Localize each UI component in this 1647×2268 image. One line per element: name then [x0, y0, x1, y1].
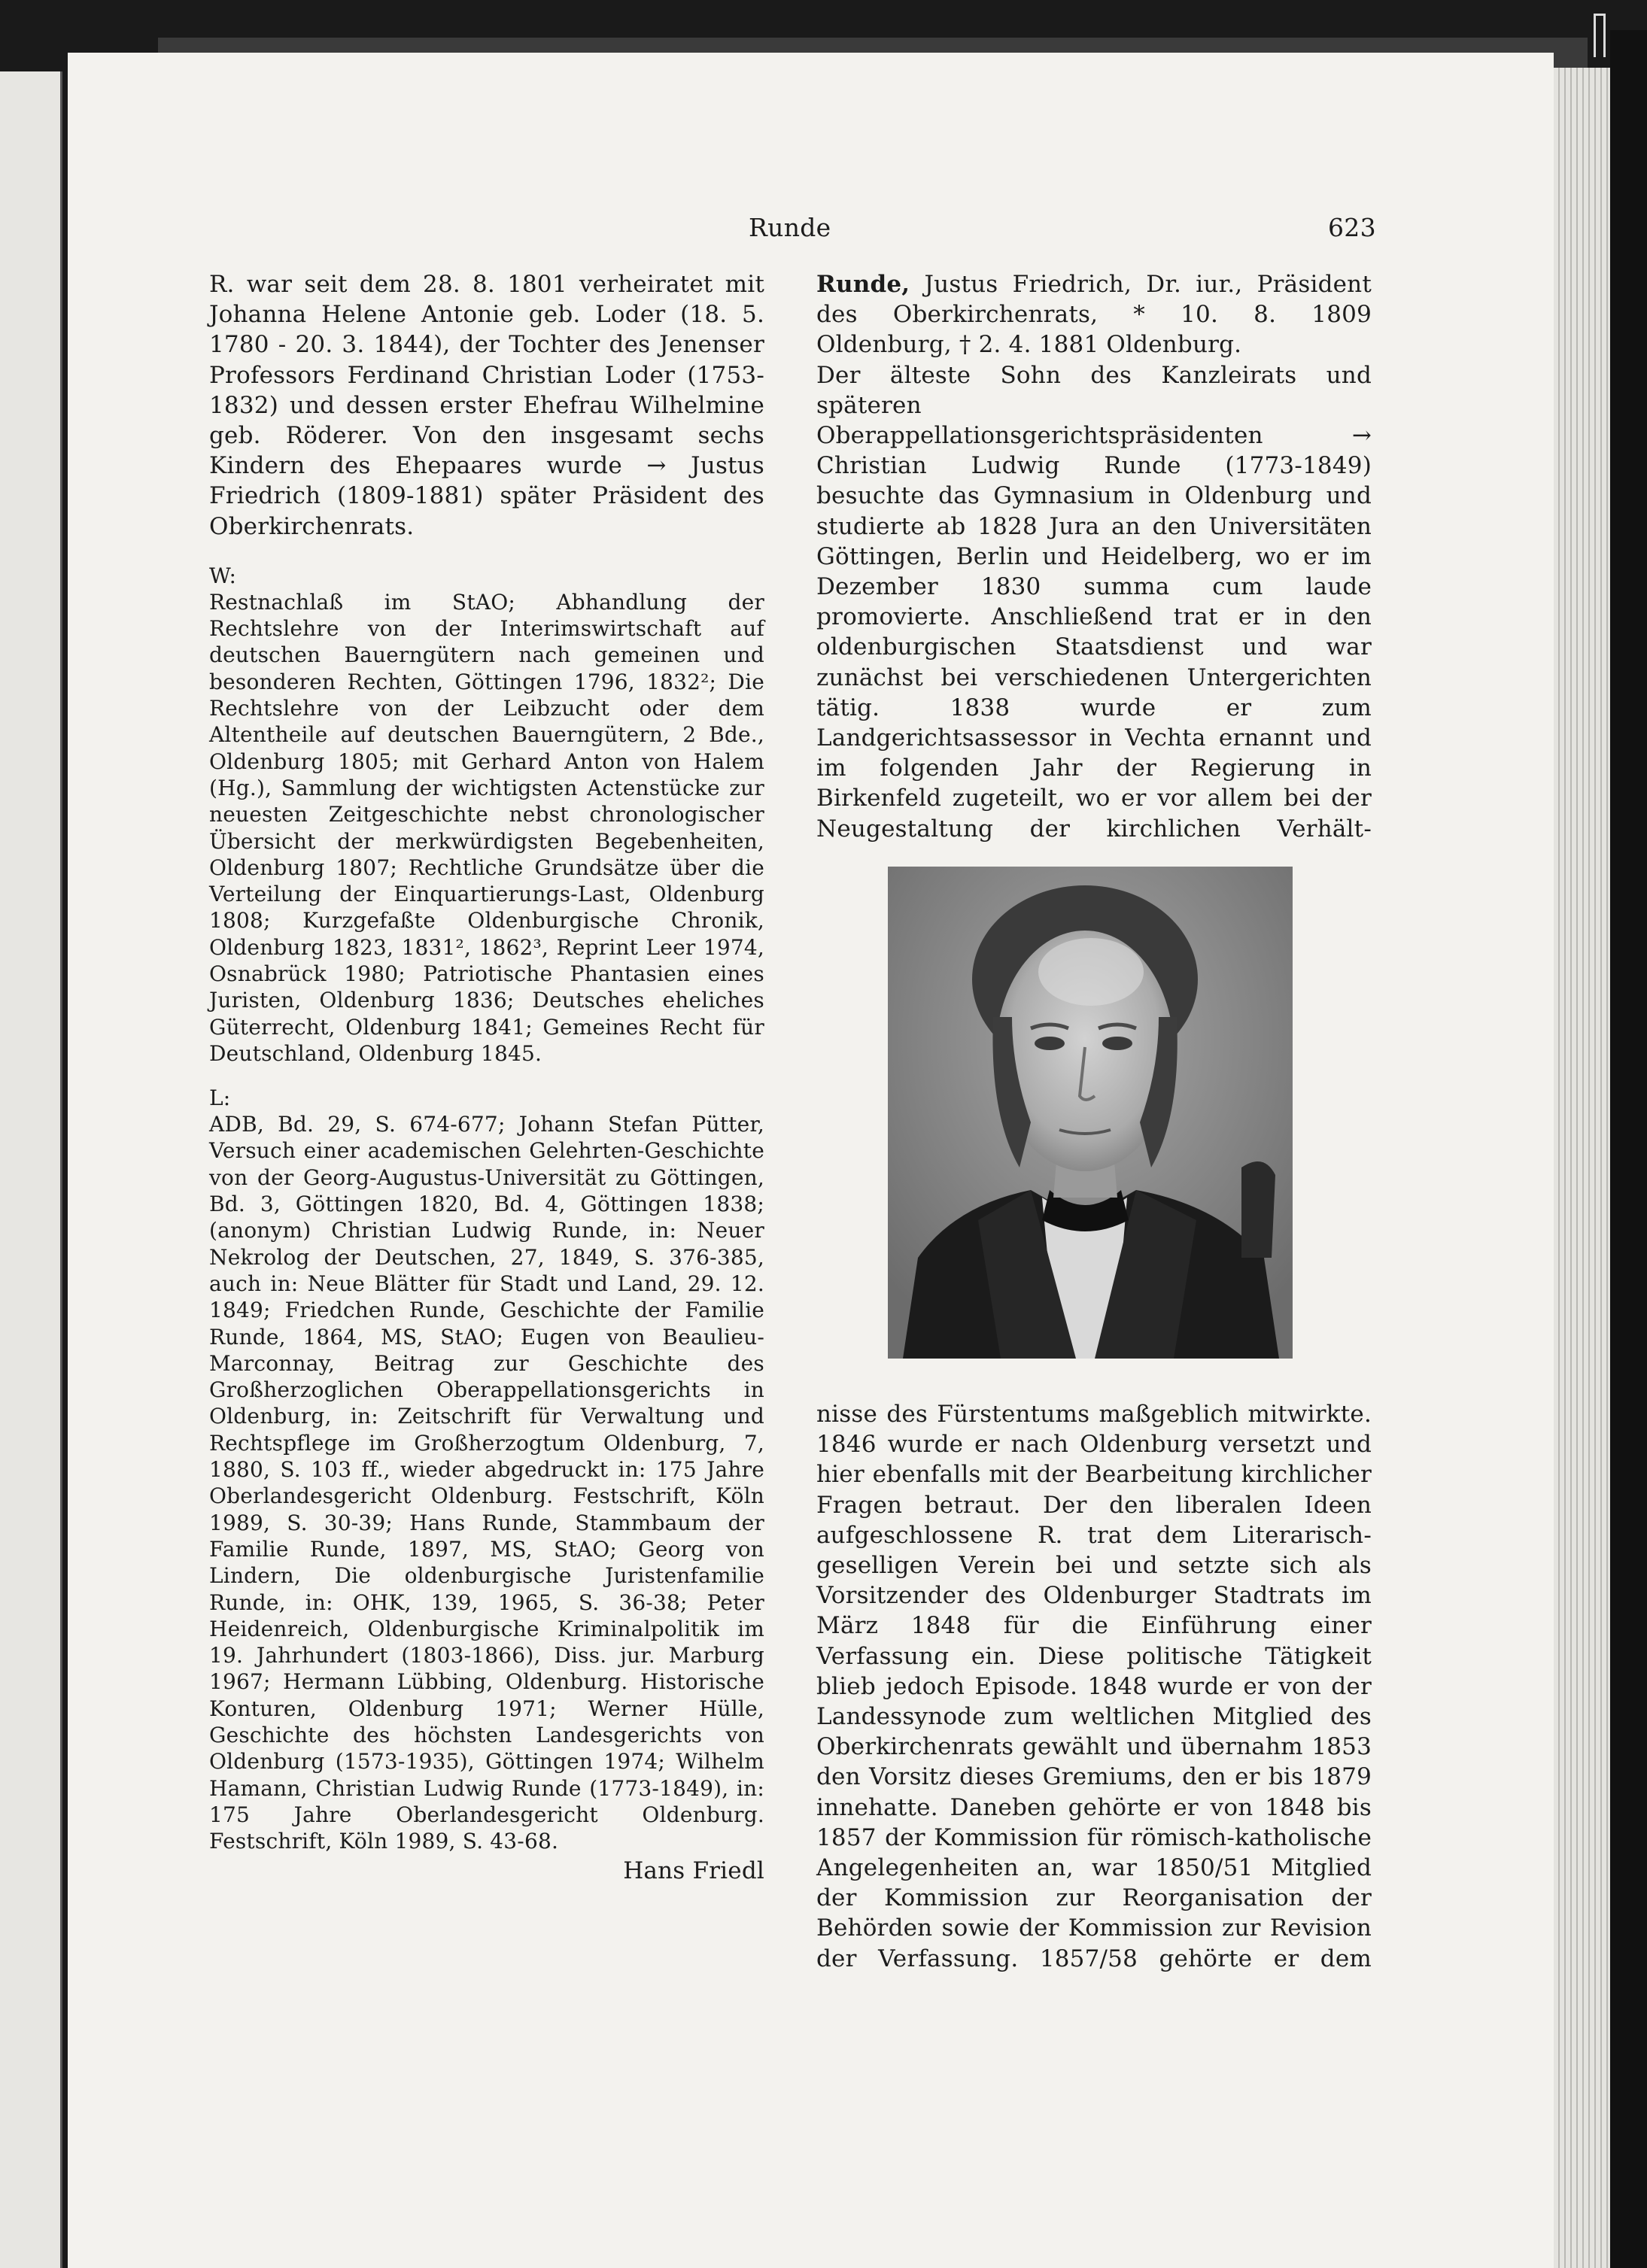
author-name: Hans Friedl	[623, 1857, 764, 1885]
works-list: Restnachlaß im StAO; Abhandlung der Rechtslehre von der Interimswirtschaft auf deutschen Bauerngütern nach gemeinen und besonderen Rechten, Göttingen 1796, 1832²; Die Rechtslehre von der Leibzucht oder dem Altentheile auf deutschen Bauerngütern, 2 Bde., Oldenburg 1805; mit Gerhard Anton von Halem (Hg.), Sammlung der wichtigsten Actenstücke zur neuesten Zeitgeschichte nebst chronologischer Übersicht der merkwürdigsten Begebenheiten, Oldenburg 1807; Rechtliche Grundsätze über die Verteilung der Einquartierungs-Last, Oldenburg 1808; Kurzgefaßte Oldenburgische Chronik, Oldenburg 1823, 1831², 1862³, Reprint Leer 1974, Osnabrück 1980; Patriotische Phantasien eines Juristen, Oldenburg 1836; Deutsches eheliches Güterrecht, Oldenburg 1841; Gemeines Recht für Deutschland, Oldenburg 1845.	[209, 589, 764, 1066]
scan-corner-mark	[1594, 14, 1606, 57]
right-column-bottom	[816, 1399, 1372, 1974]
portrait-photo	[888, 867, 1293, 1359]
page-stack-edges	[1554, 68, 1610, 2268]
running-head	[0, 213, 1647, 249]
intro-paragraph: R. war seit dem 28. 8. 1801 verheiratet mit Johanna Helene Antonie geb. Loder (18. 5. 1780 - 20. 3. 1844), der Tochter des Jenenser Professors Ferdinand Christian Loder (1753-1832) und dessen erster Ehefrau Wilhelmine geb. Röderer. Von den insgesamt sechs Kindern des Ehepaares wurde → Justus Friedrich (1809-1881) später Präsident des Oberkirchenrats.	[209, 271, 764, 540]
biography-paragraph-top: Der älteste Sohn des Kanzleirats und späteren Oberappellationsgerichtspräsidenten → Christian Ludwig Runde (1773-1849) besuchte das Gymnasium in Oldenburg und studierte ab 1828 Jura an den Universitäten Göttingen, Berlin und Heidelberg, wo er im Dezember 1830 summa cum laude promovierte. Anschließend trat er in den oldenburgischen Staatsdienst und war zunächst bei verschiedenen Untergerichten tätig. 1838 wurde er zum Landgerichtsassessor in Vechta ernannt und im folgenden Jahr der Regierung in Birkenfeld zugeteilt, wo er vor allem bei der Neugestaltung der kirchlichen Verhält-	[816, 361, 1372, 843]
entry-name: Runde,	[816, 271, 910, 298]
left-column	[209, 269, 764, 1886]
book-cover-edge	[1610, 30, 1647, 2268]
running-head-title: Runde	[749, 213, 831, 242]
entry-header	[816, 269, 1372, 360]
entry-header-details: Justus Friedrich, Dr. iur., Präsident des Oberkirchenrats, * 10. 8. 1809 Oldenburg, † 2. 4. 1881 Oldenburg.	[816, 271, 1372, 359]
literature-list: ADB, Bd. 29, S. 674-677; Johann Stefan Pütter, Versuch einer academischen Gelehrten-Geschichte von der Georg-Augustus-Universität zu Göttingen, Bd. 3, Göttingen 1820, Bd. 4, Göttingen 1838; (anonym) Christian Ludwig Runde, in: Neuer Nekrolog der Deutschen, 27, 1849, S. 376-385, auch in: Neue Blätter für Stadt und Land, 29. 12. 1849; Friedchen Runde, Geschichte der Familie Runde, 1864, MS, StAO; Eugen von Beaulieu-Marconnay, Beitrag zur Geschichte des Großherzoglichen Oberappellationsgerichts in Oldenburg, in: Zeitschrift für Verwaltung und Rechtspflege im Großherzogtum Oldenburg, 7, 1880, S. 103 ff., wieder abgedruckt in: 175 Jahre Oberlandesgericht Oldenburg. Festschrift, Köln 1989, S. 30-39; Hans Runde, Stammbaum der Familie Runde, 1897, MS, StAO; Georg von Lindern, Die oldenburgische Juristenfamilie Runde, in: OHK, 139, 1965, S. 36-38; Peter Heidenreich, Oldenburgische Kriminalpolitik im 19. Jahrhundert (1803-1866), Diss. jur. Marburg 1967; Hermann Lübbing, Oldenburg. Historische Konturen, Oldenburg 1971; Werner Hülle, Geschichte des höchsten Landesgerichts von Oldenburg (1573-1935), Göttingen 1974; Wilhelm Hamann, Christian Ludwig Runde (1773-1849), in: 175 Jahre Oberlandesgericht Oldenburg. Festschrift, Köln 1989, S. 43-68.	[209, 1112, 764, 1854]
biography-paragraph-bottom: nisse des Fürstentums maßgeblich mitwirkte. 1846 wurde er nach Oldenburg versetzt und hier ebenfalls mit der Bearbeitung kirchlicher Fragen betraut. Der den liberalen Ideen aufgeschlossene R. trat dem Literarisch-geselligen Verein bei und setzte sich als Vorsitzender des Oldenburger Stadtrats im März 1848 für die Einführung einer Verfassung ein. Diese politische Tätigkeit blieb jedoch Episode. 1848 wurde er von der Landessynode zum weltlichen Mitglied des Oberkirchenrats gewählt und übernahm 1853 den Vorsitz dieses Gremiums, den er bis 1879 innehatte. Daneben gehörte er von 1848 bis 1857 der Kommission für römisch-katholische Angelegenheiten an, war 1850/51 Mitglied der Kommission zur Reorganisation der Behörden sowie der Kommission zur Revision der Verfassung. 1857/58 gehörte er dem	[816, 1401, 1372, 1972]
literature-label: L:	[209, 1085, 231, 1111]
right-column-top	[816, 269, 1372, 844]
facing-page-edge	[0, 71, 62, 2268]
works-label: W:	[209, 563, 237, 588]
page-number: 623	[1328, 213, 1376, 242]
